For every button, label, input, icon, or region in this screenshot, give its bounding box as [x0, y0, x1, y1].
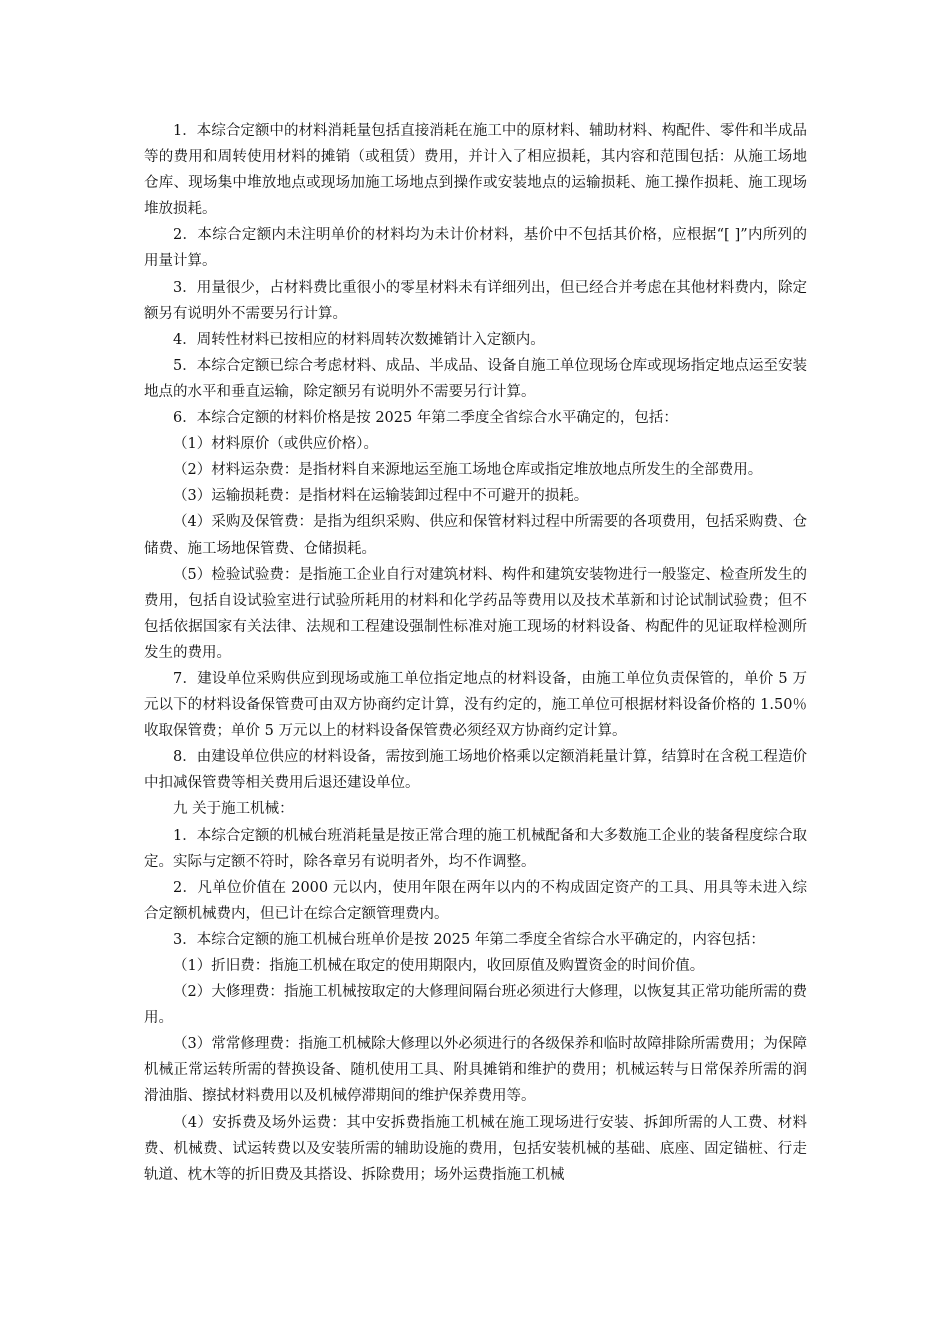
section-heading-machinery: 九 关于施工机械：: [173, 801, 294, 818]
paragraph-machine-shift-consumption: 1．本综合定额的机械台班消耗量是按正常合理的施工机械配备和大多数施工企业的装备程度综合取定。实际与定额不符时，除各章另有说明者外，均不作调整。: [144, 827, 807, 870]
paragraph-material-price: 6．本综合定额的材料价格是按 2025 年第二季度全省综合水平确定的，包括：: [173, 410, 678, 427]
paragraph-owner-procured: 7．建设单位采购供应到现场或施工单位指定地点的材料设备，由施工单位负责保管的，单价 5 万元以下的材料设备保管费可由双方协商约定计算，没有约定的，施工单位可根据材料设备价格的 1.50％收取保管费；单价 5 万元以上的材料设备保管费必须经双方协商约定计算。: [144, 670, 807, 740]
paragraph-unpriced-materials: 2．本综合定额内未注明单价的材料均为未计价材料，基价中不包括其价格，应根据“[ ]”内所列的用量计算。: [144, 227, 807, 270]
paragraph-inspection-testing: （5）检验试验费：是指施工企业自行对建筑材料、构件和建筑安装物进行一般鉴定、检查所发生的费用，包括自设试验室进行试验所耗用的材料和化学药品等费用以及技术革新和讨论试制试验费；但不包括依据国家有关法律、法规和工程建设强制性标准对施工现场的材料设备、构配件的见证取样检测所发生的费用。: [144, 566, 807, 661]
paragraph-depreciation: （1）折旧费：指施工机械在取定的使用期限内，收回原值及购置资金的时间价值。: [173, 958, 705, 974]
paragraph-routine-repair: （3）常常修理费：指施工机械除大修理以外必须进行的各级保养和临时故障排除所需费用；为保障机械正常运转所需的替换设备、随机使用工具、附具摊销和维护的费用；机械运转与日常保养所需的润滑油脂、擦拭材料费用以及机械停滞期间的维护保养费用等。: [144, 1036, 807, 1105]
paragraph-transport-loss: （3）运输损耗费：是指材料在运输装卸过程中不可避开的损耗。: [173, 488, 589, 505]
paragraph-owner-supplied: 8．由建设单位供应的材料设备，需按到施工场地价格乘以定额消耗量计算，结算时在含税工程造价中扣减保管费等相关费用后退还建设单位。: [144, 749, 807, 792]
paragraph-machine-shift-price: 3．本综合定额的施工机械台班单价是按 2025 年第二季度全省综合水平确定的，内容包括：: [173, 931, 765, 948]
paragraph-turnover-materials: 4．周转性材料已按相应的材料周转次数摊销计入定额内。: [173, 331, 545, 348]
paragraph-freight: （2）材料运杂费：是指材料自来源地运至施工场地仓库或指定堆放地点所发生的全部费用。: [173, 462, 763, 479]
paragraph-original-price: （1）材料原价（或供应价格）。: [173, 436, 378, 453]
paragraph-tools: 2．凡单位价值在 2000 元以内，使用年限在两年以内的不构成固定资产的工具、用具等未进入综合定额机械费内，但已计在综合定额管理费内。: [144, 879, 807, 922]
paragraph-overhaul: （2）大修理费：指施工机械按取定的大修理间隔台班必须进行大修理，以恢复其正常功能所需的费用。: [144, 984, 807, 1027]
paragraph-transport: 5．本综合定额已综合考虑材料、成品、半成品、设备自施工单位现场仓库或现场指定地点运至安装地点的水平和垂直运输，除定额另有说明外不需要另行计算。: [144, 357, 807, 400]
document-body: [144, 118, 807, 1188]
paragraph-minor-materials: 3．用量很少，占材料费比重很小的零星材料未有详细列出，但已经合并考虑在其他材料费内，除定额另有说明外不需要另行计算。: [144, 279, 807, 322]
paragraph-installation-transport: （4）安拆费及场外运费：其中安拆费指施工机械在施工现场进行安装、拆卸所需的人工费、材料费、机械费、试运转费以及安装所需的辅助设施的费用，包括安装机械的基础、底座、固定锚桩、行走轨道、枕木等的折旧费及其搭设、拆除费用；场外运费指施工机械: [144, 1114, 807, 1183]
paragraph-procurement-storage: （4）采购及保管费：是指为组织采购、供应和保管材料过程中所需要的各项费用，包括采购费、仓储费、施工场地保管费、仓储损耗。: [144, 514, 807, 557]
paragraph-material-consumption: 1．本综合定额中的材料消耗量包括直接消耗在施工中的原材料、辅助材料、构配件、零件和半成品等的费用和周转使用材料的摊销（或租赁）费用，并计入了相应损耗，其内容和范围包括：从施工场地仓库、现场集中堆放地点或现场加施工场地点到操作或安装地点的运输损耗、施工操作损耗、施工现场堆放损耗。: [144, 123, 807, 218]
